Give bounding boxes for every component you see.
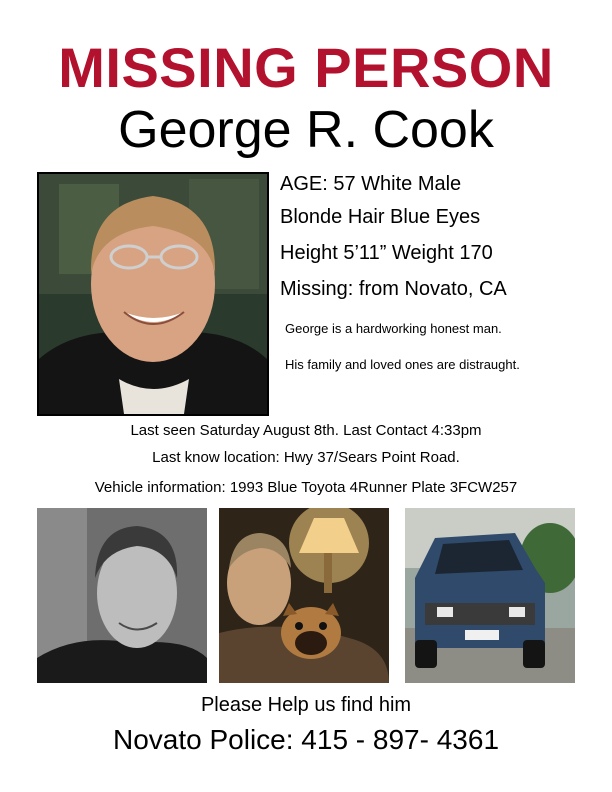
page-title: MISSING PERSON: [58, 36, 554, 99]
police-contact-text: Novato Police: 415 - 897- 4361: [112, 724, 500, 755]
person-name: George R. Cook: [118, 101, 494, 159]
last-seen-text: Last seen Saturday August 8th. Last Contact 4:33pm: [130, 422, 482, 439]
vehicle-photo: [405, 508, 575, 683]
last-location-text: Last know location: Hwy 37/Sears Point Road.: [152, 449, 460, 466]
vehicle-info-text: Vehicle information: 1993 Blue Toyota 4Runner Plate 3FCW257: [94, 479, 518, 496]
main-portrait-image: [39, 174, 267, 414]
main-portrait-photo: [37, 172, 269, 416]
hair-eyes-text: Blonde Hair Blue Eyes: [280, 206, 481, 228]
bw-portrait-photo: [37, 508, 207, 683]
description-line-1: George is a hardworking honest man.: [285, 321, 502, 336]
vehicle-photo-image: [405, 508, 575, 683]
height-weight-text: Height 5’11” Weight 170: [280, 242, 493, 264]
bw-portrait-image: [37, 508, 207, 683]
dog-photo-image: [219, 508, 389, 683]
dog-photo: [219, 508, 389, 683]
missing-from-text: Missing: from Novato, CA: [280, 278, 507, 300]
description-line-2: His family and loved ones are distraught.: [285, 357, 520, 372]
age-text: AGE: 57 White Male: [280, 173, 462, 195]
help-text: Please Help us find him: [200, 694, 412, 716]
